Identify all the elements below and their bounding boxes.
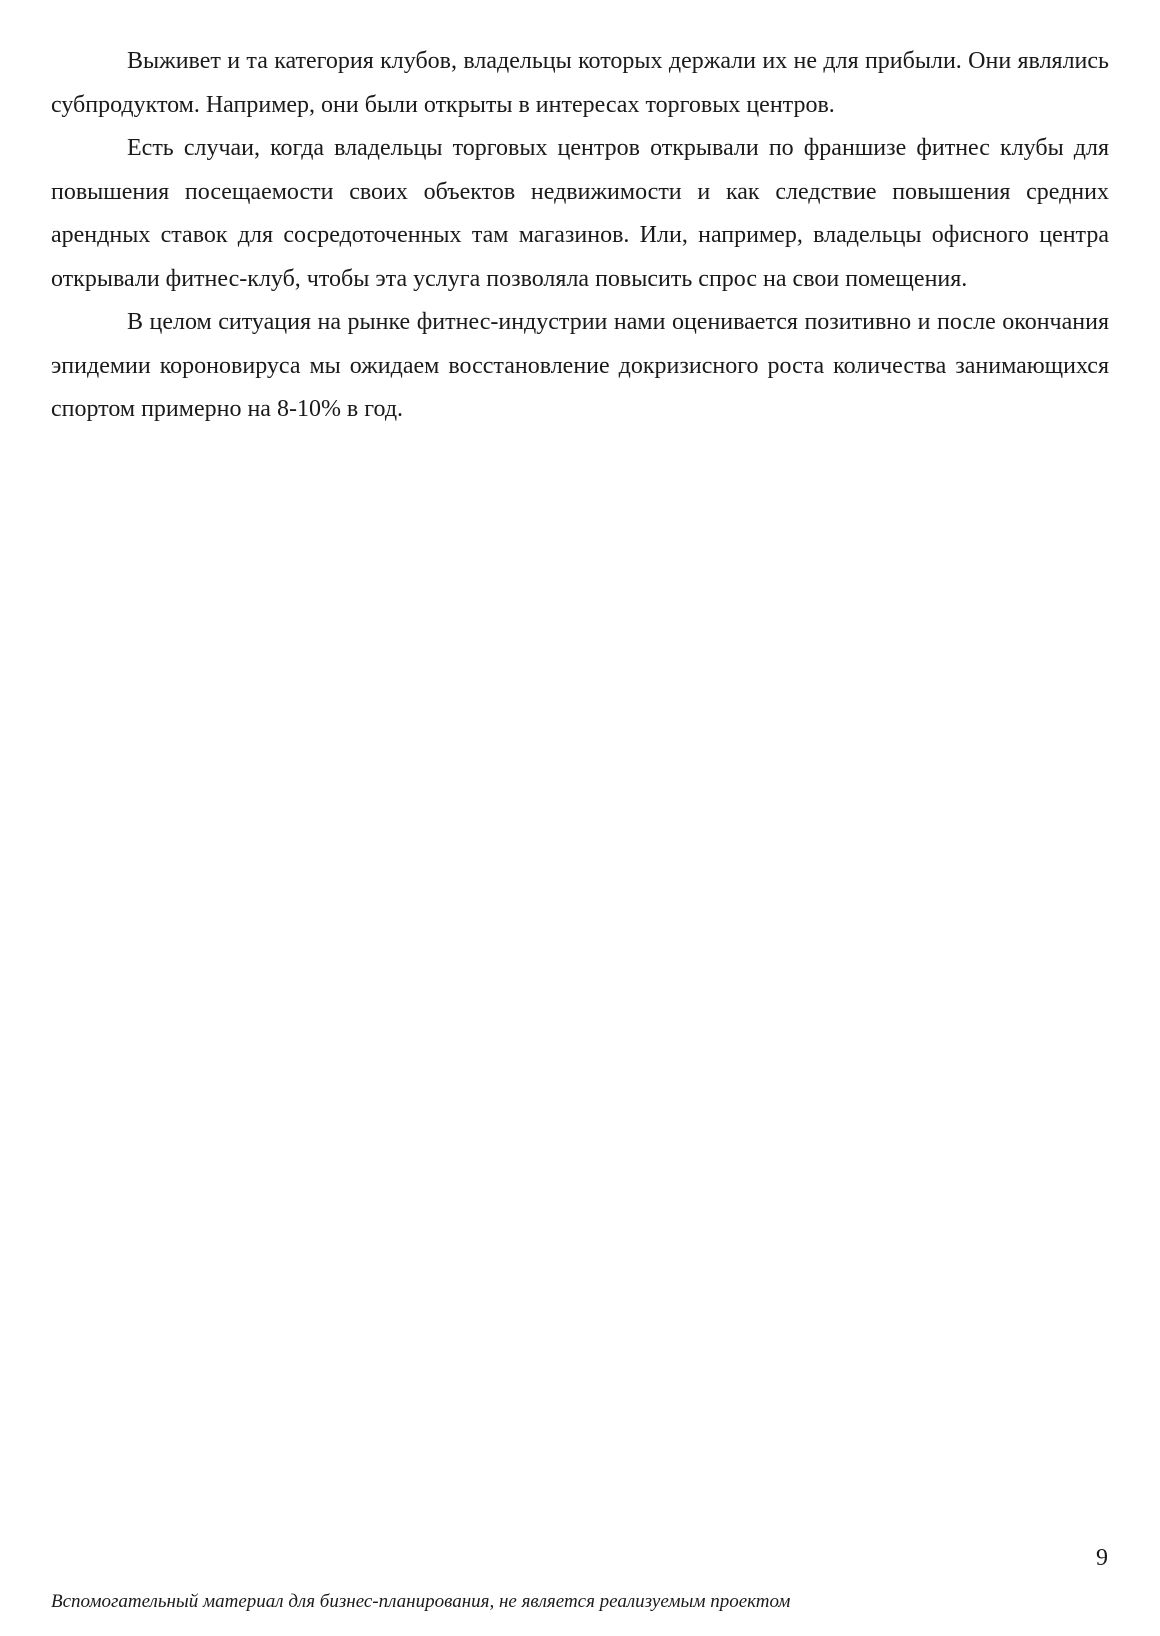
footer-note: Вспомогательный материал для бизнес-планирования, не является реализуемым проектом — [51, 1591, 791, 1612]
paragraph-2: Есть случаи, когда владельцы торговых центров открывали по франшизе фитнес клубы для повышения посещаемости своих объектов недвижимости и как следствие повышения средних арендных ставок для сосредоточенных там магазинов. Или, например, владельцы офисного центра открывали фитнес-клуб, чтобы эта услуга позволяла повысить спрос на свои помещения. — [51, 135, 1109, 292]
paragraph-3: В целом ситуация на рынке фитнес-индустрии нами оценивается позитивно и после окончания эпидемии короновируса мы ожидаем восстановление докризисного роста количества занимающихся спортом примерно на 8-10% в год. — [51, 309, 1109, 422]
page-number: 9 — [1096, 1545, 1108, 1571]
paragraph-1: Выживет и та категория клубов, владельцы которых держали их не для прибыли. Они являлись субпродуктом. Например, они были открыты в интересах торговых центров. — [51, 48, 1109, 118]
body-text — [51, 40, 1109, 432]
